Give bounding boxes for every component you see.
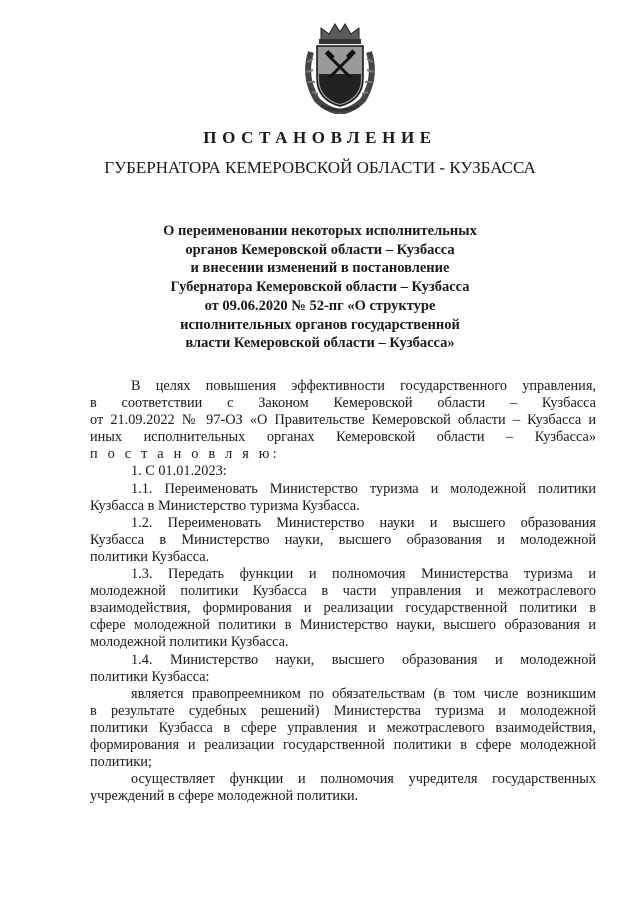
subject-line: власти Кемеровской области – Кузбасса» xyxy=(185,335,455,352)
body-line: в результате судебных решений) Министерства туризма и молодежной xyxy=(90,702,596,719)
body-line: 1.4. Министерство науки, высшего образования и молодежной xyxy=(131,651,596,668)
document-body xyxy=(90,378,596,805)
body-line: 1. С 01.01.2023: xyxy=(131,463,227,480)
body-line: политики Кузбасса: xyxy=(90,668,210,685)
body-line: взаимодействия, формирования и реализации государственной политики в xyxy=(90,600,596,617)
body-line: в соответствии с Законом Кемеровской области – Кузбасса xyxy=(90,395,596,412)
subject-line: от 09.06.2020 № 52-пг «О структуре xyxy=(204,297,436,314)
body-line: политики Кузбасса. xyxy=(90,548,210,565)
document-subject xyxy=(130,222,510,353)
body-line: учреждений в сфере молодежной политики. xyxy=(90,788,359,805)
body-line: иных исполнительных органах Кемеровской области – Кузбасса» xyxy=(90,429,596,446)
subject-line: исполнительных органов государственной xyxy=(180,316,460,333)
body-line: 1.3. Передать функции и полномочия Министерства туризма и xyxy=(131,566,596,583)
body-line: является правопреемником по обязательствам (в том числе возникшим xyxy=(131,685,596,702)
decree-word: п о с т а н о в л я ю: xyxy=(90,446,280,463)
body-line: 1.2. Переименовать Министерство науки и высшего образования xyxy=(131,514,596,531)
body-line: Кузбасса в Министерство науки, высшего образования и молодежной xyxy=(90,531,596,548)
document-issuer: ГУБЕРНАТОРА КЕМЕРОВСКОЙ ОБЛАСТИ - КУЗБАССА xyxy=(104,158,536,177)
body-line: Кузбасса в Министерство туризма Кузбасса. xyxy=(90,497,360,514)
subject-line: и внесении изменений в постановление xyxy=(190,260,450,277)
body-line: молодежной политики Кузбасса в части управления и межотраслевого xyxy=(90,583,596,600)
subject-line: органов Кемеровской области – Кузбасса xyxy=(185,241,455,258)
coat-of-arms-emblem xyxy=(297,22,383,114)
body-line: 1.1. Переименовать Министерство туризма и молодежной политики xyxy=(131,480,596,497)
body-line: осуществляет функции и полномочия учредителя государственных xyxy=(131,771,596,788)
body-line: сфере молодежной политики в Министерство науки, высшего образования и xyxy=(90,617,596,634)
subject-line: Губернатора Кемеровской области – Кузбасса xyxy=(170,279,470,296)
body-line: политики; xyxy=(90,754,152,771)
document-title: ПОСТАНОВЛЕНИЕ xyxy=(203,128,437,147)
body-line: политики Кузбасса в сфере управления и межотраслевого взаимодействия, xyxy=(90,719,596,736)
body-line: В целях повышения эффективности государственного управления, xyxy=(131,378,596,394)
subject-line: О переименовании некоторых исполнительных xyxy=(163,223,477,239)
body-line: от 21.09.2022 № 97-ОЗ «О Правительстве Кемеровской области – Кузбасса и xyxy=(90,412,596,429)
body-line: формирования и реализации государственной политики в сфере молодежной xyxy=(90,736,596,753)
body-line: молодежной политики Кузбасса. xyxy=(90,634,289,651)
